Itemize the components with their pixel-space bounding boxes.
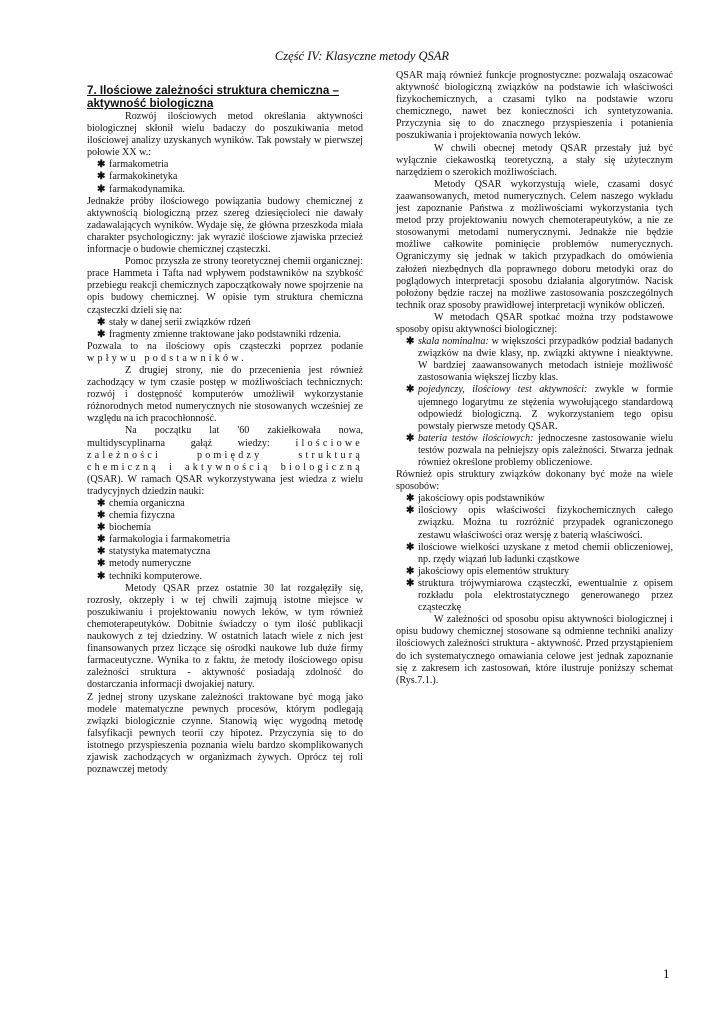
- asterisk-bullet-icon: ✱: [406, 336, 415, 348]
- paragraph: W zależności od sposobu opisu aktywności biologicznej i opisu budowy chemicznej stosowane są odmienne techniki analizy ilościowych zależności struktura - aktywność. Przed przystąpieniem do ich systematycznego omawiania celowe jest jednak zapoznanie się z zakresem ich zastosowań, które ilustruje poniższy schemat (Rys.7.1.).: [396, 614, 673, 686]
- bullet-list: [87, 317, 363, 341]
- list-item: ✱ chemia fizyczna: [97, 510, 175, 522]
- bullet-list: [396, 493, 673, 614]
- asterisk-bullet-icon: ✱: [97, 159, 106, 171]
- list-item: ✱ struktura trójwymiarowa cząsteczki, ewentualnie z opisem rozkładu pola elektrostatycznego generowanego przez cząsteczkę: [406, 577, 673, 614]
- bullet-list: [87, 498, 363, 583]
- bullet-list: [396, 336, 673, 469]
- list-item: ✱ ilościowe wielkości uzyskane z metod chemii obliczeniowej, np. rzędy wiązań lub ładunki cząstkowe: [406, 541, 673, 565]
- asterisk-bullet-icon: ✱: [97, 316, 106, 328]
- asterisk-bullet-icon: ✱: [406, 432, 415, 444]
- list-item: ✱ fragmenty zmienne traktowane jako podstawniki rdzenia.: [97, 328, 342, 340]
- list-item: ✱ metody numeryczne: [97, 558, 192, 570]
- asterisk-bullet-icon: ✱: [97, 570, 106, 582]
- paragraph: Metody QSAR wykorzystują wiele, czasami dosyć zaawansowanych, metod numerycznych. Celem naszego wykładu jest zapoznanie Państwa z możliwościami wykorzystania tych metod przy projektowaniu nowych chemoterapeutyków, a nie ze stosowanymi metodami numerycznymi. Jednakże nie będzie możliwe całkowite pominięcie problemów numerycznych. Ograniczymy się jednak w takich przypadkach do omówienia założeń niezbędnych dla poprawnego doboru metodyki oraz do poglądowych interpretacji sposobu działania algorytmów. Nacisk położony będzie raczej na możliwe zastosowania poszczególnych technik oraz sposoby prawidłowej interpretacji wyników obliczeń.: [396, 178, 673, 311]
- paragraph: Również opis struktury związków dokonany być może na wiele sposobów:: [396, 469, 673, 493]
- list-item: ✱ stały w danej serii związków rdzeń: [97, 316, 251, 328]
- list-item: ✱ bateria testów ilościowych: jednoczesne zastosowanie wielu testów pozwala na pełniejszy opis zależności. Stwarza jednak również określone problemy obliczeniowe.: [406, 432, 673, 468]
- asterisk-bullet-icon: ✱: [97, 510, 106, 522]
- right-column: [396, 70, 673, 687]
- page-number: 1: [663, 966, 670, 981]
- list-item: ✱ biochemia: [97, 522, 152, 534]
- left-column: [87, 70, 363, 776]
- asterisk-bullet-icon: ✱: [97, 171, 106, 183]
- list-item: ✱ farmakologia i farmakometria: [97, 534, 231, 546]
- paragraph: Pozwala to na ilościowy opis cząsteczki poprzez podanie wpływu podstawników.: [87, 340, 363, 364]
- list-item: ✱ jakościowy opis elementów struktury: [406, 565, 570, 577]
- list-item: ✱ jakościowy opis podstawników: [406, 493, 545, 505]
- asterisk-bullet-icon: ✱: [97, 558, 106, 570]
- list-item: ✱ skala nominalna: w większości przypadków podział badanych związków na dwie klasy, np. związki aktywne i nieaktywne. W bardziej zaawansowanych metodach istnieje możliwość zastosowania większej liczby klas.: [406, 336, 673, 384]
- asterisk-bullet-icon: ✱: [97, 328, 106, 340]
- paragraph: Pomoc przyszła ze strony teoretycznej chemii organicznej: prace Hammeta i Tafta nad wpływem podstawników na szybkość przebiegu reakcji chemicznych zapoczątkowały nowe spojrzenie na opis budowy chemicznej. W opisie tym struktura chemiczna cząsteczki dzieli się na:: [87, 256, 363, 316]
- asterisk-bullet-icon: ✱: [97, 522, 106, 534]
- paragraph: W chwili obecnej metody QSAR przestały już być wyłącznie ciekawostką teoretyczną, a stały się użytecznym narzędziem o szerokich możliwościach.: [396, 142, 673, 178]
- list-item: ✱ statystyka matematyczna: [97, 546, 211, 558]
- paragraph: Z jednej strony uzyskane zależności traktowane być mogą jako modele matematyczne pewnych procesów, którym podlegają związki biologicznie czynne. Stanowią więc wygodną metodę falsyfikacji pewnych teorii czy hipotez. Przyczynia się to do istotnego przyspieszenia poznania wielu bardzo skomplikowanych zjawisk zachodzących w organizmach żywych. Oprócz tej roli poznawczej metody: [87, 691, 363, 776]
- asterisk-bullet-icon: ✱: [97, 534, 106, 546]
- paragraph: Z drugiej strony, nie do przecenienia jest również zachodzący w tym czasie postęp w możliwościach technicznych: rozwój i dostępność komputerów umożliwił wykorzystanie różnorodnych metod numerycznych nie stosowanych wcześniej ze względu na ich pracochłonność.: [87, 364, 363, 425]
- asterisk-bullet-icon: ✱: [406, 493, 415, 505]
- asterisk-bullet-icon: ✱: [406, 577, 415, 589]
- asterisk-bullet-icon: ✱: [406, 541, 415, 553]
- asterisk-bullet-icon: ✱: [406, 505, 415, 517]
- paragraph: Metody QSAR przez ostatnie 30 lat rozgałęziły się, rozrosły, okrzepły i w tej chwili zajmują istotne miejsce w poszukiwaniu i projektowaniu nowych leków, w tym również chemoterapeutyków. Dobitnie świadczy o tym ilość publikacji naukowych z tej dziedziny. W ostatnich latach wiele z nich jest finansowanych przez liczące się ośrodki naukowe lub duże firmy farmaceutyczne. Wynika to z faktu, że metody ilościowego opisu zależności struktura - aktywność posiadają zdolność do dostarczania informacji dwojakiej natury.: [87, 582, 363, 691]
- page-header: Część IV: Klasyczne metody QSAR: [274, 49, 450, 63]
- list-item: ✱ pojedynczy, ilościowy test aktywności: zwykle w formie ujemnego logarytmu ze stężenia wywołującego standardową odpowiedź biologiczną. Z wykorzystaniem tego opisu powstały pierwsze metody QSAR.: [406, 384, 673, 432]
- asterisk-bullet-icon: ✱: [97, 183, 106, 195]
- bullet-list: [87, 159, 363, 195]
- list-item: ✱ farmakodynamika.: [97, 183, 185, 195]
- list-item: ✱ chemia organiczna: [97, 498, 185, 509]
- list-item: ✱ ilościowy opis właściwości fizykochemicznych całego związku. Można tu rozróżnić przypadek ograniczonego zestawu właściwości oraz wersję z baterią właściwości.: [406, 505, 673, 541]
- list-item: ✱ techniki komputerowe.: [97, 570, 203, 582]
- paragraph: Rozwój ilościowych metod określania aktywności biologicznej skłonił wielu badaczy do poszukiwania metod ilościowej analizy uzyskanych wyników. Tak powstały w pierwszej połowie XX w.:: [87, 111, 363, 159]
- paragraph: Jednakże próby ilościowego powiązania budowy chemicznej z aktywnością biologiczną przez szereg dziesięcioleci nie dawały zadawalających wyników. Wydaje się, że główna przeszkoda miała charakter psychologiczny: jak wyrazić ilościowe zjawiska przecież informacje o budowie chemicznej cząsteczki.: [87, 195, 363, 256]
- asterisk-bullet-icon: ✱: [406, 565, 415, 577]
- section-title: 7. Ilościowe zależności struktura chemiczna – aktywność biologiczna: [87, 84, 339, 110]
- asterisk-bullet-icon: ✱: [97, 546, 106, 558]
- asterisk-bullet-icon: ✱: [406, 384, 415, 396]
- paragraph: Na początku lat '60 zakiełkowała nowa, multidyscyplinarna gałąź wiedzy: ilościowe zależności pomiędzy strukturą chemiczną i aktywnością biologiczną (QSAR). W ramach QSAR wykorzystywana jest wiedza z wielu tradycyjnych dziedzin nauki:: [87, 425, 363, 497]
- paragraph: W metodach QSAR spotkać można trzy podstawowe sposoby opisu aktywności biologicznej:: [396, 311, 673, 335]
- asterisk-bullet-icon: ✱: [97, 498, 106, 509]
- paragraph: QSAR mają również funkcje prognostyczne: pozwalają oszacować aktywność biologiczną związków na podstawie ich właściwości fizykochemicznych, a czasami tylko na podstawie wzoru chemicznego, nawet bez konieczności ich syntetyzowania. Przyczynia się to do znacznego przyspieszenia i potanienia poszukiwania i projektowania nowych leków.: [396, 70, 673, 142]
- list-item: ✱ farmakometria: [97, 159, 169, 171]
- list-item: ✱ farmakokinetyka: [97, 171, 178, 183]
